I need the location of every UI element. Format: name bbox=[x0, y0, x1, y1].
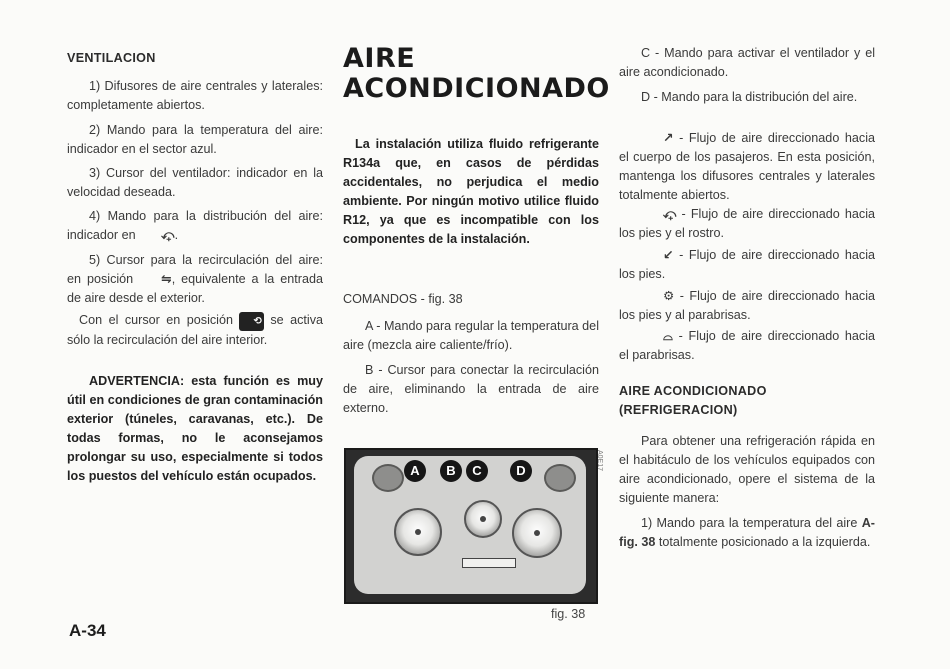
vent-item-1: 1) Difusores de aire centrales y laterales: completamente abiertos. bbox=[67, 79, 323, 112]
vent-item-4-end: . bbox=[174, 228, 179, 242]
label-c: C bbox=[466, 460, 488, 482]
windshield-airflow-icon: ⌓ bbox=[663, 329, 673, 343]
recirculation-icon: ⟲ bbox=[239, 312, 263, 331]
recirculation-slider bbox=[462, 558, 516, 568]
vent-item-6-text: Con el cursor en posición bbox=[79, 313, 240, 327]
figure-caption: fig. 38 bbox=[551, 607, 586, 621]
title-line-2: ACONDICIONADO bbox=[343, 73, 610, 104]
control-panel-figure bbox=[344, 448, 598, 604]
vent-item-6 bbox=[67, 311, 323, 350]
vent-item-5-end: , equivalente a la entrada de aire desde el exterior. bbox=[67, 272, 323, 305]
intro-paragraph: La instalación utiliza fluido refrigerante R134a que, en casos de pérdidas accidentales, no perjudica el medio ambiente. Por ningún motivo utilice fluido R12, ya que es incompatible con los componentes de la instalación. bbox=[343, 137, 599, 246]
warning-paragraph: ADVERTENCIA: esta función es muy útil en condiciones de gran contaminación exterior (túneles, caravanas, etc.). De todas formas, no le aconsejamos prolongar su uso, especialmente si todos los puestos del vehículo están ocupados. bbox=[67, 374, 323, 483]
label-d: D bbox=[510, 460, 532, 482]
command-b: B - Cursor para conectar la recirculación de aire, eliminando la entrada de aire externo. bbox=[343, 363, 599, 415]
feet-windshield-airflow-icon: ⚙ bbox=[663, 289, 675, 303]
command-c: C - Mando para activar el ventilador y el aire acondicionado. bbox=[619, 46, 875, 79]
fan-ac-knob bbox=[464, 500, 502, 538]
flow-feet-face bbox=[619, 205, 875, 243]
page-number: A-34 bbox=[69, 621, 106, 640]
feet-airflow-icon: ↙ bbox=[663, 248, 674, 262]
commands-heading: COMANDOS - fig. 38 bbox=[343, 292, 463, 306]
ac-step-1-end: totalmente posicionado a la izquierda. bbox=[655, 535, 871, 549]
vent-item-3: 3) Cursor del ventilador: indicador en la velocidad deseada. bbox=[67, 166, 323, 199]
flow-feet-windshield bbox=[619, 287, 875, 325]
temperature-knob bbox=[394, 508, 442, 556]
outside-air-icon: ⇋ bbox=[161, 272, 172, 286]
ac-step-1 bbox=[619, 514, 875, 552]
ac-step-1-start: 1) Mando para la temperatura del aire bbox=[641, 516, 862, 530]
vent-item-4 bbox=[67, 207, 323, 245]
left-vent bbox=[372, 464, 404, 492]
label-a: A bbox=[404, 460, 426, 482]
flow-body bbox=[619, 129, 875, 205]
temperature-knob-center bbox=[415, 529, 421, 535]
ac-heading-2: (REFRIGERACION) bbox=[619, 403, 738, 417]
flow-body-text: - Flujo de aire direccionado hacia el cuerpo de los pasajeros. En esta posición, mantenga los difusores centrales y laterales totalmente abiertos. bbox=[619, 131, 875, 202]
flow-feet bbox=[619, 246, 875, 284]
label-b: B bbox=[440, 460, 462, 482]
command-d: D - Mando para la distribución del aire. bbox=[641, 90, 858, 104]
fan-ac-knob-center bbox=[480, 516, 486, 522]
ac-step-1-ref: A-fig. 38 bbox=[619, 516, 875, 549]
feet-face-airflow-icon: ⤽ bbox=[663, 207, 677, 221]
vent-item-5 bbox=[67, 251, 323, 308]
flow-windshield bbox=[619, 327, 875, 365]
vent-item-4-text: 4) Mando para la distribución del aire: indicador en bbox=[67, 209, 323, 242]
feet-face-airflow-icon: ⤽ bbox=[161, 228, 175, 242]
title-line-1: AIRE bbox=[343, 43, 416, 74]
vent-item-6-end: se activa sólo la recirculación del aire interior. bbox=[67, 313, 323, 347]
distribution-knob bbox=[512, 508, 562, 558]
flow-feet-text: - Flujo de aire direccionado hacia los pies. bbox=[619, 248, 875, 281]
distribution-knob-center bbox=[534, 530, 540, 536]
ventilacion-heading: VENTILACION bbox=[67, 51, 156, 65]
person-airflow-icon: ↗ bbox=[663, 131, 674, 145]
ac-paragraph: Para obtener una refrigeración rápida en el habitáculo de los vehículos equipados con aire acondicionado, opere el sistema de la siguiente manera: bbox=[619, 434, 875, 505]
command-a: A - Mando para regular la temperatura del aire (mezcla aire caliente/frío). bbox=[343, 319, 599, 352]
ac-heading-1: AIRE ACONDICIONADO bbox=[619, 384, 767, 398]
vent-item-5-text: 5) Cursor para la recirculación del aire: en posición bbox=[67, 253, 323, 286]
flow-feet-windshield-text: - Flujo de aire direccionado hacia los pies y al parabrisas. bbox=[619, 289, 875, 322]
right-vent bbox=[544, 464, 576, 492]
vent-item-2: 2) Mando para la temperatura del aire: indicador en el sector azul. bbox=[67, 123, 323, 156]
figure-code: A0E17 bbox=[596, 450, 603, 472]
flow-feet-face-text: - Flujo de aire direccionado hacia los pies y el rostro. bbox=[619, 207, 875, 240]
flow-windshield-text: - Flujo de aire direccionado hacia el parabrisas. bbox=[619, 329, 875, 362]
